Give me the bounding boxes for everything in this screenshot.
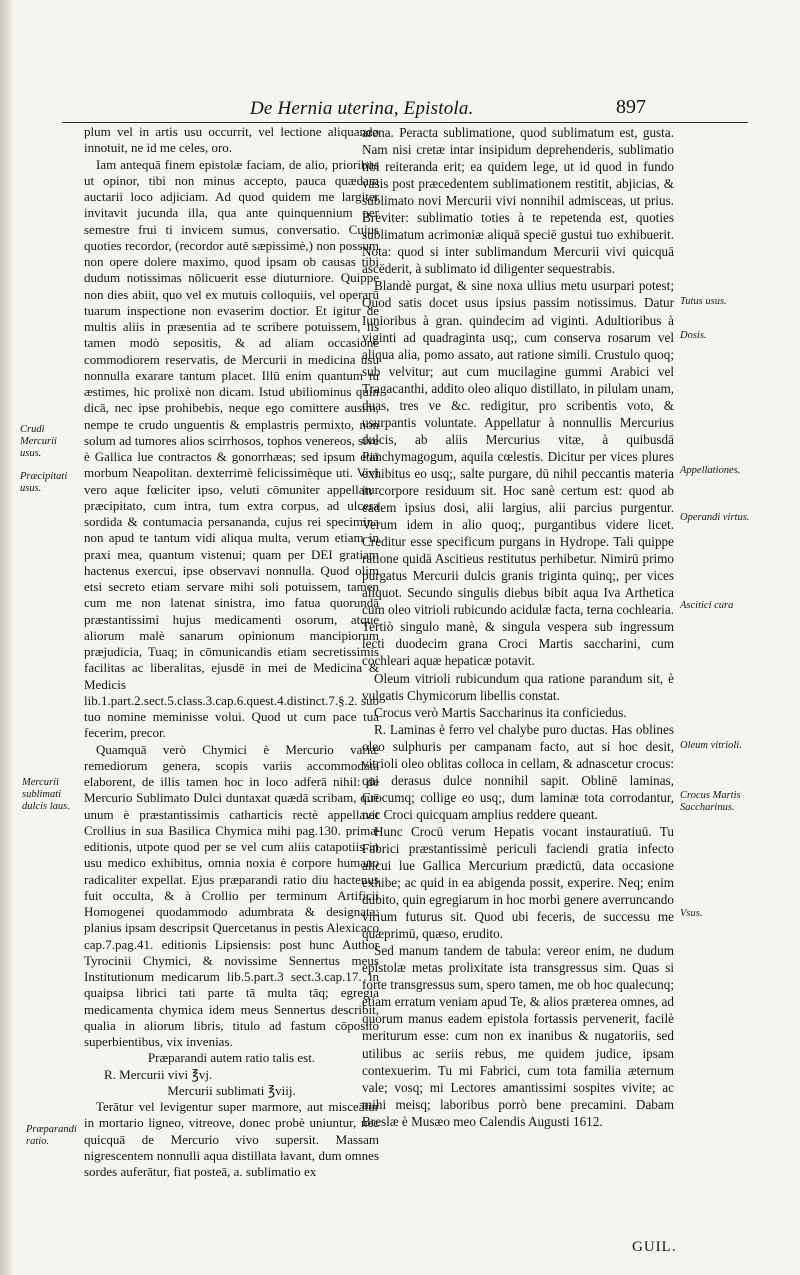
page-number: 897 xyxy=(616,96,646,118)
recipe-line: Mercurii sublimati ℥viij. xyxy=(167,1082,296,1098)
paragraph: plum vel in artis usu occurrit, vel lectione aliquando innotuit, ne id me celes, oro. xyxy=(84,124,379,156)
paragraph: Crocus verò Martis Saccharinus ita conficiedus. xyxy=(374,704,627,720)
paragraph: Oleum vitrioli rubicundum qua ratione parandum sit, è vulgatis Chymicorum libellis constat. xyxy=(362,670,674,703)
page-edge-shadow xyxy=(0,0,12,1275)
margin-note-praeparandi-ratio: Præparandi ratio. xyxy=(26,1124,77,1147)
margin-note-oleum-vitrioli: Oleum vitrioli. xyxy=(680,740,742,751)
margin-note-dosis: Dosis. xyxy=(680,330,707,341)
paragraph: Sed manum tandem de tabula: vereor enim, ne dudum epistolæ metas prolixitate ista transgressus sim. Quas si forte transgressus sum, spero tamen, me ob hoc qualecunq; etiam erratum veniam apud Te, & alios præterea omnes, ad quorum manus eadem epistola fortassis pervenerit, facilè meriturum esse: cum non ex inanibus & nugatoriis, sed utilibus ac seriis rebus, me quidem judice, ipsam contexuerim. Tu mi Fabrici, cum tota familia æternum vale; vosq; mi Lectores amantissimi sospites vivite; ac mihi meisq; laboribus porrò bene precamini. Dabam Breslæ è Musæo meo Calendis Augusti 1612. xyxy=(362,943,674,1129)
catchword: GUIL. xyxy=(632,1239,677,1255)
margin-note-operandi-virtus: Operandi virtus. xyxy=(680,512,750,523)
recipe-line: R. Mercurii vivi ℥vj. xyxy=(104,1066,213,1082)
margin-note-crocus-martis: Crocus Martis Saccharinus. xyxy=(680,790,741,813)
left-column xyxy=(84,124,379,1180)
paragraph: Blandè purgat, & sine noxa ullius metu usurpari potest; Quod satis docet usus ipsius passim notissimus. Datur Iunioribus à gran. quindecim ad viginti. Adultioribus à viginti ad quadraginta usq;, cum conserva rosarum vel aliqua alia, pomo assato, aut ratione simili. Crustulo quoq; sub velvitur; aut cum mucilagine gummi Arabici vel Tragacanthi, addito oleo aliquo distillato, in pilulam unam, duas, tres ve &c. redigitur, pro scribentis voto, & usurpantis voluntate. Appellatur à nonnullis Mercurius dulcis, ab aliis Mercurius vitæ, à quibusdā Panchymagogum, aquila cœlestis. Dicitur per vices plures exhibitus eo usq;, salte purgare, dū nihil peccantis materia in corpore residuum sit. Hoc sanè certum est: quod ab eadem ipsius dosi, alii largius, alii parcius purgentur. Verum idem in alio quoq;, purgantibus videre licet. Creditur esse specificum purgans in Hydrope. Tali quippe ratione quidā Ascitieus restitutus perhibetur. Nimirū primo purgatus Mercurii dulcis granis triginta quinq;, per vices aliquot. Secundo singulis diebus bibit aqua Iva Arthetica cum oleo vitrioli rubicundo acidulæ facta, terna cochlearia. Tertiò singulo manè, & singula vespera sub ingressum lecti duodecim grana Croci Martis saccharini, cum cochleari aquæ hepaticæ potavit. xyxy=(362,278,674,669)
header-rule xyxy=(62,122,748,123)
paragraph: Hunc Crocū verum Hepatis vocant instauratiuū. Tu Fabrici præstantissimè periculi faciendi gratia infecto alicui lue Gallica Mercurium prædictū, data occasione exhibe; ac quid in ea abigenda possit, experire. Neq; enim dubito, quin egregiarum in hoc morbi genere averruncando virium futurus sit. Quod ubi feceris, de successu me quæprimū, quæso, erudito. xyxy=(362,823,674,942)
margin-note-tutus-usus: Tutus usus. xyxy=(680,296,727,307)
paragraph: R. Laminas è ferro vel chalybe puro ductas. Has oblines oleo sulphuris per campanam facto, aut si hoc desit, vitrioli oleo oblitas colloca in cellam, & adnascetur crocus: qui derasus dulce nonnihil sapit. Oblinē laminas, Crocumq; collige eo usq;, dum laminæ tota corrodantur, nec Croci quicquam amplius reddere queant. xyxy=(362,721,674,822)
recipe-heading: Præparandi autem ratio talis est. xyxy=(147,1050,316,1066)
right-column xyxy=(362,124,674,1130)
paragraph: Terātur vel levigentur super marmore, aut misceātur in mortario ligneo, vitreove, donec probè uniuntur, nec quicquā de Mercurio vivo supersit. Massam nigrescentem nonnulli aqua distillata lavant, dum omnes sordes auferātur, fiat posteā, a. sublimatio ex xyxy=(84,1099,379,1179)
margin-note-ascitici-cura: Ascitici cura xyxy=(680,600,734,611)
running-head: De Hernia uterina, Epistola. xyxy=(250,98,474,119)
margin-note-vsus: Vsus. xyxy=(680,908,703,919)
paragraph: arena. Peracta sublimatione, quod sublimatum est, gusta. Nam nisi cretæ intar insipidum deprehenderis, sublimatio tibi reiteranda erit; ea quidem lege, ut id quod in fundo vasis post præcedentem sublimationem restitit, abjicias, & sublimato novi Mercurii vivi nonnihil admisceas, ut prius. Breviter: sublimatio toties à te repetenda est, quoties sublimatum acrimoniæ aliquā speciē gustui tuo exhibuerit. Nota: quod si inter sublimandum Mercurii vivi quicquā ascēderit, à sublimato id diligenter sequestrabis. xyxy=(362,125,674,277)
margin-note-mercurii-sublimati: Mercurii sublimati dulcis laus. xyxy=(22,777,70,812)
paragraph: Iam antequā finem epistolæ faciam, de alio, prioribus ut opinor, tibi non minus accepto, pauca quædam auctarii loco adjiciam. Ad quod quidem me largiter invitavit jucunda illa, qua ante quinquennium per semestre frui ti invicem sumus, conversatio. Cujus quoties recordor, (recordor autē sæpissimè,) non possum non opere dolere maximo, quod ipsam ob causas tibi dudum notissimas nōlicuerit esse diuturniore. Quippe non dies abiit, quo vel ex mutuis colloquiis, vel operarū tuarum inspectione non evaserim doctior. Et igitur de multis aliis in præsentia ad te scribere potuissem, iis tamen modò sepositis, & ad aliam occasionē commodiorem reservatis, de Mercurii in medicina usu nonnulla exarare tantum placet. Illū enim quantum tu æstimes, hic prolixè non dicam. Istud ubiliominus quin dicā, nec ipse prohibebis, neque ego comittere ausim, nempe te crudo unguentis & emplastris permixto, non solum ad tumores alios scirrhosos, tophos venereos, sive è Gallica lue contractos & gonorrhæas; sed ipsum etiā morbum Neapolitan. dexterrimè felicissimèque uti. Vivi vero aque fœliciter ipso, veluti cōmuniter appellatur præcipitato, cum intra, tum extra corpus, ad ulcera sordida & contumacia persananda, cujus rei specimina non apud te tantum vidi aliqua multa, verum etiam in praxi mea, quantum vistenui; quam per DEI gratiam hactenus exercui, ipse observavi nonnulla. Quod olim etsi secreto etiam servare mihi soli potuissem, tamen cum me non latenat sinistra, imo fatua quorundā præstantissimi hujus medicamenti osorum, atque aliorum malè sanarum opinionum mancipiorum præjudicia, Tuaq; in cōmunicandis etiam secretissimis facilitas ac liberalitas, ejusdē in mei de Medicina & Medicis lib.1.part.2.sect.5.class.3.cap.6.quest.4.distinct.7.§.2. sub tuo nomine meminisse volui. Quod ut cum pace tua fecerim, precor. xyxy=(84,156,379,741)
margin-note-crudi-mercurii: Crudi Mercurii usus. xyxy=(20,424,57,459)
margin-note-praecipitati: Præcipitati usus. xyxy=(20,471,68,494)
margin-note-appellationes: Appellationes. xyxy=(680,465,741,476)
paragraph: Quamquā verò Chymici è Mercurio variæ remediorum genera, scopis variis accommodata elaborent, de illis tamen hoc in loco adferā nihil: de Mercurio Sublimato Dulci duntaxat quædā scribam, quē unum è præstantissimis catharticis rectè appellavit Crollius in sua Basilica Chymica mihi pag.130. primæ editionis, utpote quod per se vel cum aliis catapotiis in usu medico exhibitus, omnia noxia è corpore humano radicaliter expellat. Ejus præparandi ratio diu hactenus fuit occulta, & à Crollio per terminum Artificii Homogenei quodammodo adumbrata & designata: planius ipsam descripsit Quercetanus in pestis Alexicaco cap.7.pag.41. editionis Lipsiensis: post hunc Author Tyrocinii Chymici, & novissime Sennertus meus Institutionum medicarum lib.5.part.3 sect.3.cap.17. in quaipsa librici tati parte tā multa tāq; egregia medicamenta chymica idem meus Sennertus describit, qualia in aliorum libris, titulo ad fastum cōposito superbientibus, vix invenias. xyxy=(84,741,379,1049)
